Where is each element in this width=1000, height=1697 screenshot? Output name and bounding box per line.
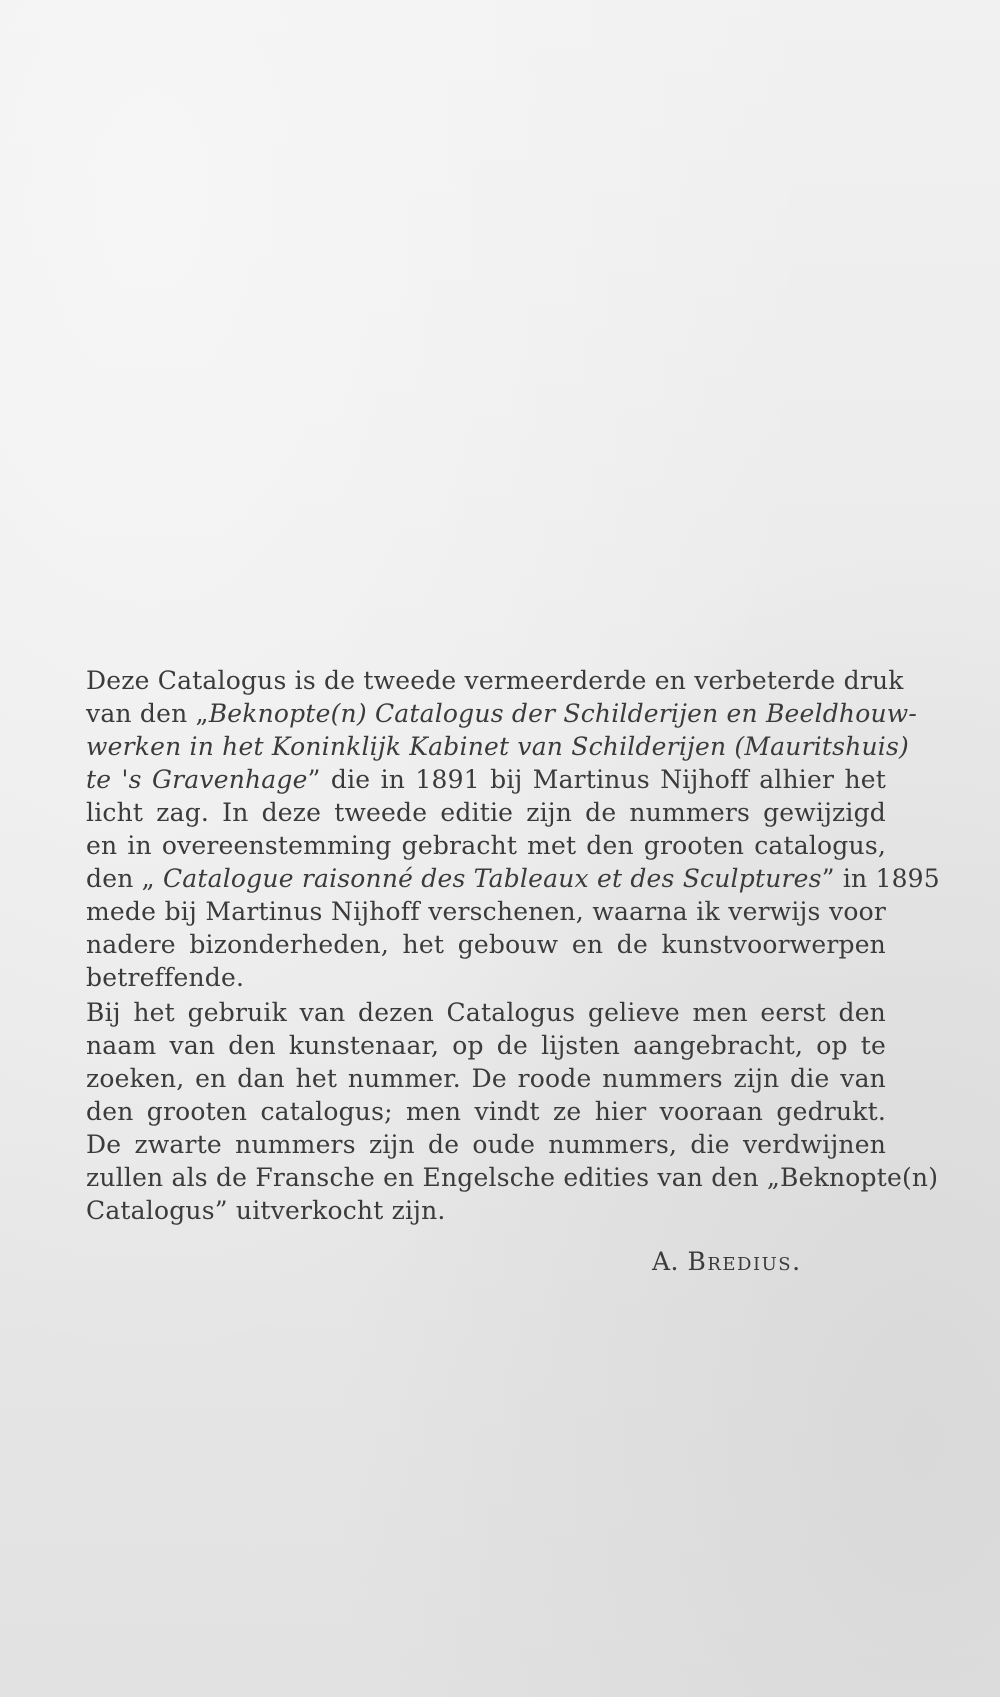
text-run: nadere bizonderheden, het gebouw en de kunstvoorwerpen — [86, 930, 886, 959]
text-line — [86, 895, 886, 928]
text-line — [86, 1161, 939, 1194]
text-run: naam van den kunstenaar, op de lijsten aangebracht, op te — [86, 1031, 886, 1060]
text-line — [86, 1029, 886, 1062]
text-run: en in overeenstemming gebracht met den grooten catalogus, — [86, 831, 886, 860]
body-text — [86, 664, 940, 1227]
text-line — [86, 697, 918, 730]
signature — [652, 1245, 802, 1278]
text-line — [86, 730, 909, 763]
italic-title-run: Catalogue raisonné des Tableaux et des Sculptures — [162, 864, 822, 893]
text-run: Deze Catalogus is de tweede vermeerderde en verbeterde druk — [86, 666, 904, 695]
text-line — [86, 763, 886, 796]
text-line — [86, 796, 886, 829]
text-line — [86, 961, 886, 994]
paragraph-2 — [86, 996, 939, 1227]
text-line — [86, 1062, 886, 1095]
text-line — [86, 1194, 886, 1227]
text-run: zoeken, en dan het nummer. De roode nummers zijn die van — [86, 1064, 886, 1093]
text-run: ” die in 1891 bij Martinus Nijhoff alhier het — [307, 765, 886, 794]
signature-name: Bredius. — [687, 1247, 802, 1276]
text-run: Catalogus” uitverkocht zijn. — [86, 1196, 446, 1225]
text-run: van den „ — [86, 699, 209, 728]
text-line — [86, 664, 904, 697]
text-line — [86, 996, 886, 1029]
text-run: zullen als de Fransche en Engelsche edities van den „Beknopte(n) — [86, 1163, 939, 1192]
italic-title-run: te 's Gravenhage — [86, 765, 308, 794]
text-line — [86, 862, 940, 895]
text-line — [86, 1128, 886, 1161]
text-run: betreffende. — [86, 963, 245, 992]
text-run: De zwarte nummers zijn de oude nummers, die verdwijnen — [86, 1130, 886, 1159]
text-run: licht zag. In deze tweede editie zijn de nummers gewijzigd — [86, 798, 886, 827]
italic-title-run: Beknopte(n) Catalogus der Schilderijen en Beeldhouw- — [208, 699, 918, 728]
text-run: den grooten catalogus; men vindt ze hier vooraan gedrukt. — [86, 1097, 886, 1126]
italic-title-run: werken in het Koninklijk Kabinet van Schilderijen (Mauritshuis) — [86, 732, 909, 761]
text-run: Bij het gebruik van dezen Catalogus gelieve men eerst den — [86, 998, 886, 1027]
text-run: ” in 1895 — [821, 864, 940, 893]
text-line — [86, 1095, 886, 1128]
text-line — [86, 928, 886, 961]
text-run: mede bij Martinus Nijhoff verschenen, waarna ik verwijs voor — [86, 897, 886, 926]
text-run: den „ — [86, 864, 163, 893]
paragraph-1 — [86, 664, 940, 994]
signature-initial: A. — [652, 1247, 680, 1276]
text-line — [86, 829, 886, 862]
